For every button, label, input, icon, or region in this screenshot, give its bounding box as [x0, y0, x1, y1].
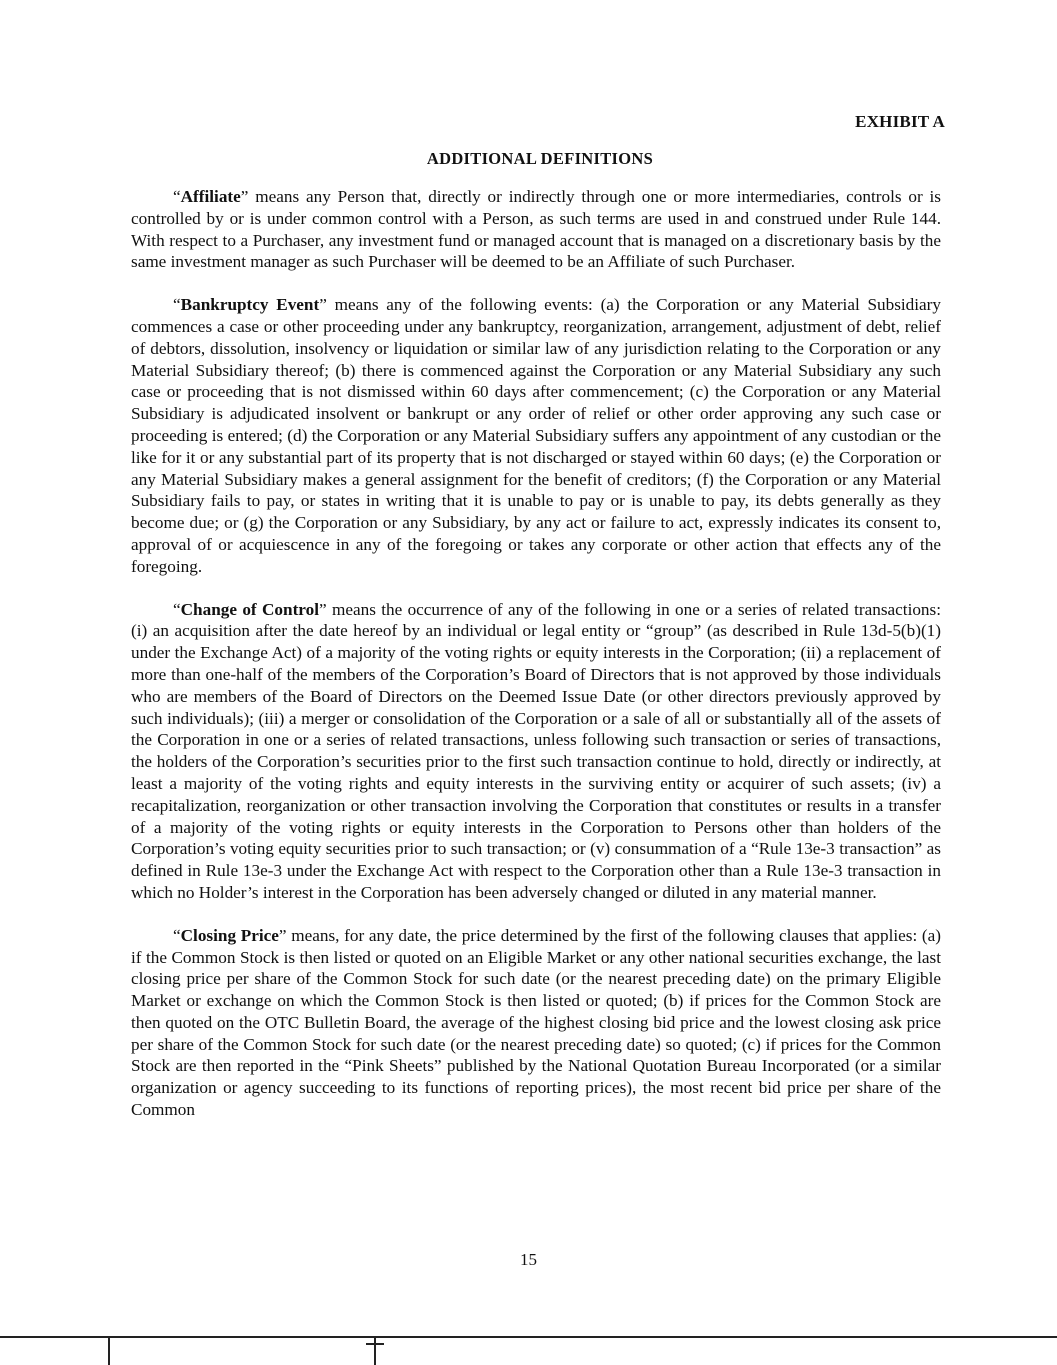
footer-tick — [108, 1337, 110, 1365]
footer-tick-cap — [366, 1343, 384, 1345]
definition-change-of-control: “Change of Control” means the occurrence of any of the following in one or a series of related transactions: (i) an acquisition after the date hereof by an individual or legal entity or “group” (as described in Rule 13d-5(b)(1) under the Exchange Act) of a majority of the voting rights or equity interests in the Corporation; (ii) a replacement of more than one-half of the members of the Corporation’s Board of Directors that is not approved by those individuals who are members of the Board of Directors on the Deemed Issue Date (or other directors previously approved by such individuals); (iii) a merger or consolidation of the Corporation or a sale of all or substantially all of the assets of the Corporation in one or a series of related transactions, unless following such transaction or series of transactions, the holders of the Corporation’s securities prior to the first such transaction continue to hold, directly or indirectly, at least a majority of the voting rights and equity interests in the surviving entity or acquirer of such assets; (iv) a recapitalization, reorganization or other transaction involving the Corporation that constitutes or results in a transfer of a majority of the voting rights or equity interests in the Corporation to Persons other than holders of the Corporation’s voting equity securities prior to such transaction; or (v) consummation of a “Rule 13e-3 transaction” as defined in Rule 13e-3 under the Exchange Act with respect to the Corporation other than a Rule 13e-3 transaction in which no Holder’s interest in the Corporation has been adversely changed or diluted in any material manner. — [131, 599, 941, 902]
definition-bankruptcy-event: “Bankruptcy Event” means any of the following events: (a) the Corporation or any Material Subsidiary commences a case or other proceeding under any bankruptcy, reorganization, arrangement, adjustment of debt, relief of debtors, dissolution, insolvency or liquidation or similar law of any jurisdiction relating to the Corporation or any Material Subsidiary thereof; (b) there is commenced against the Corporation or any Material Subsidiary any such case or proceeding that is not dismissed within 60 days after commencement; (c) the Corporation or any Material Subsidiary is adjudicated insolvent or bankrupt or any order of relief or other order approving any such case or proceeding is entered; (d) the Corporation or any Material Subsidiary suffers any appointment of any custodian or the like for it or any substantial part of its property that is not discharged or stayed within 60 days; (e) the Corporation or any Material Subsidiary makes a general assignment for the benefit of creditors; (f) the Corporation or any Material Subsidiary fails to pay, or states in writing that it is unable to pay or is unable to pay, its debts generally as they become due; or (g) the Corporation or any Subsidiary, by any act or failure to act, expressly indicates its consent to, approval of or acquiescence in any of the foregoing or takes any corporate or other action that effects any of the foregoing. — [131, 295, 941, 576]
definition-text: means any Person that, directly or indirectly through one or more intermediaries, controls or is controlled by or is under common control with a Person, as such terms are used in and construed under Rule 144. With respect to a Purchaser, any investment fund or managed account that is managed on a discretionary basis by the same investment manager as such Purchaser will be deemed to be an Affiliate of such Purchaser. — [131, 187, 941, 272]
definition-text: means any of the following events: (a) the Corporation or any Material Subsidiary commences a case or other proceeding under any bankruptcy, reorganization, arrangement, adjustment of debt, relief of debtors, dissolution, insolvency or liquidation or similar law of any jurisdiction relating to the Corporation or any Material Subsidiary thereof; (b) there is commenced against the Corporation or any Material Subsidiary any such case or proceeding that is not dismissed within 60 days after commencement; (c) the Corporation or any Material Subsidiary is adjudicated insolvent or bankrupt or any order of relief or other order approving any such case or proceeding is entered; (d) the Corporation or any Material Subsidiary suffers any appointment of any custodian or the like for it or any substantial part of its property that is not discharged or stayed within 60 days; (e) the Corporation or any Material Subsidiary makes a general assignment for the benefit of creditors; (f) the Corporation or any Material Subsidiary fails to pay, or states in writing that it is unable to pay or is unable to pay, its debts generally as they become due; or (g) the Corporation or any Subsidiary, by any act or failure to act, expressly indicates its consent to, approval of or acquiescence in any of the foregoing or takes any corporate or other action that effects any of the foregoing. — [131, 295, 941, 576]
document-title: ADDITIONAL DEFINITIONS — [426, 149, 654, 168]
definition-closing-price: “Closing Price” means, for any date, the price determined by the first of the following clauses that applies: (a) if the Common Stock is then listed or quoted on an Eligible Market or any other national securities exchange, the last closing price per share of the Common Stock for such date (or the nearest preceding date) on the primary Eligible Market or exchange on which the Common Stock is then listed or quoted; (b) if prices for the Common Stock are then quoted on the OTC Bulletin Board, the average of the highest closing bid price and the lowest closing ask price per share of the Common Stock for such date (or the nearest preceding date) so quoted; (c) if prices for the Common Stock are then reported in the “Pink Sheets” published by the National Quotation Bureau Incorporated (or a similar organization or agency succeeding to its functions of reporting prices), the most recent bid price per share of the Common — [131, 925, 942, 1120]
definition-affiliate: “Affiliate” means any Person that, directly or indirectly through one or more intermediaries, controls or is controlled by or is under common control with a Person, as such terms are used in and construed under Rule 144. With respect to a Purchaser, any investment fund or managed account that is managed on a discretionary basis by the same investment manager as such Purchaser will be deemed to be an Affiliate of such Purchaser. — [131, 187, 941, 272]
definition-text: means, for any date, the price determined by the first of the following clauses that applies: (a) if the Common Stock is then listed or quoted on an Eligible Market or any other national securities exchange, the last closing price per share of the Common Stock for such date (or the nearest preceding date) on the primary Eligible Market or exchange on which the Common Stock is then listed or quoted; (b) if prices for the Common Stock are then quoted on the OTC Bulletin Board, the average of the highest closing bid price and the lowest closing ask price per share of the Common Stock for such date (or the nearest preceding date) so quoted; (c) if prices for the Common Stock are then reported in the “Pink Sheets” published by the National Quotation Bureau Incorporated (or a similar organization or agency succeeding to its functions of reporting prices), the most recent bid price per share of the Common — [131, 925, 942, 1120]
definition-term: Affiliate — [180, 187, 241, 206]
footer-rule — [0, 1336, 1057, 1338]
page-number: 15 — [520, 1250, 537, 1269]
exhibit-label: EXHIBIT A — [855, 112, 945, 131]
definition-text: means the occurrence of any of the following in one or a series of related transactions: (i) an acquisition after the date hereof by an individual or legal entity or “group” (as described in Rule 13d-5(b)(1) under the Exchange Act) of a majority of the voting rights or equity interests in the Corporation; (ii) a replacement of more than one-half of the members of the Corporation’s Board of Directors that is not approved by those individuals who are members of the Board of Directors on the Deemed Issue Date (or other directors previously approved by such individuals); (iii) a merger or consolidation of the Corporation or a sale of all or substantially all of the assets of the Corporation in one or a series of related transactions, unless following such transaction or series of transactions, the holders of the Corporation’s securities prior to the first such transaction continue to hold, directly or indirectly, at least a majority of the voting rights and equity interests in the surviving entity or acquirer of such assets; (iv) a recapitalization, reorganization or other transaction involving the Corporation that constitutes or results in a transfer of a majority of the voting rights or equity interests in the Corporation to Persons other than holders of the Corporation’s voting equity securities prior to such transaction; or (v) consummation of a “Rule 13e-3 transaction” as defined in Rule 13e-3 under the Exchange Act with respect to the Corporation other than a Rule 13e-3 transaction in which no Holder’s interest in the Corporation has been adversely changed or diluted in any material manner. — [131, 599, 941, 902]
definition-term: Closing Price — [180, 925, 279, 945]
definitions-body — [131, 186, 941, 1142]
footer-tick — [374, 1337, 376, 1365]
definition-term: Bankruptcy Event — [180, 295, 320, 315]
definition-term: Change of Control — [180, 599, 319, 619]
